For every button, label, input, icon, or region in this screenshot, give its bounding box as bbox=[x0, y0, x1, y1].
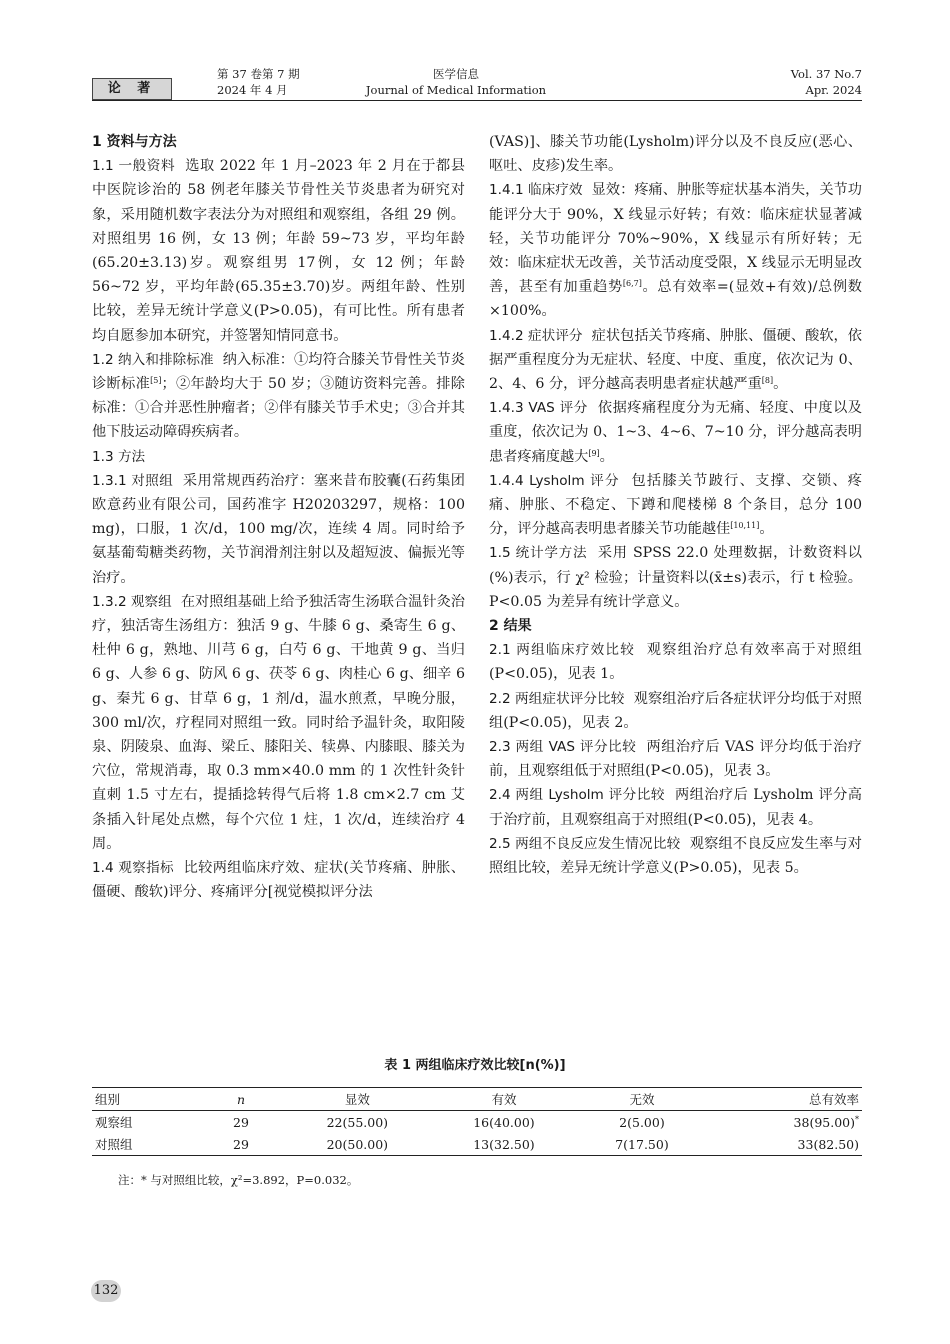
cell-marked: 20(50.00) bbox=[326, 1136, 389, 1152]
cell-group: 观察组 bbox=[95, 1115, 133, 1130]
efficacy-table bbox=[92, 1087, 862, 1156]
journal-title bbox=[0, 66, 912, 98]
col-n: n bbox=[236, 1091, 246, 1107]
paragraph-result-symptom: 2.2 两组症状评分比较 观察组治疗后各症状评分均低于对照组(P<0.05)，见表 2。 bbox=[489, 690, 862, 731]
issue-info-en bbox=[791, 66, 862, 98]
citation: [9] bbox=[588, 448, 600, 458]
col-total-rate: 总有效率 bbox=[808, 1092, 859, 1107]
page-header bbox=[92, 64, 862, 104]
volume-en: Vol. 37 No.7 bbox=[790, 67, 862, 81]
col-group: 组别 bbox=[95, 1092, 121, 1107]
col-effective: 有效 bbox=[491, 1092, 517, 1107]
table-row bbox=[92, 1111, 862, 1134]
cell-total-rate: 33(82.50) bbox=[797, 1136, 859, 1152]
cell-total-rate: 38(95.00)* bbox=[793, 1114, 859, 1130]
table-header-row bbox=[92, 1088, 862, 1111]
paragraph-control-group: 1.3.1 对照组 采用常规西药治疗：塞来昔布胶囊(石药集团欧意药业有限公司，国药准字 H20203297，规格：100 mg)，口服，1 次/d，100 mg/次，连续 4 周。同时给予氨基葡萄糖类药物，关节润滑剂注射以及超短波、偏振光等治疗。 bbox=[92, 472, 465, 586]
paragraph-criteria: 1.2 纳入和排除标准 纳入标准：①均符合膝关节骨性关节炎诊断标准[5]；②年龄均大于 50 岁；③随访资料完善。排除标准：①合并恶性肿瘤者；②伴有膝关节手术史；③合并其他下肢运动障碍疾病者。 bbox=[92, 351, 465, 441]
col-ineffective: 无效 bbox=[629, 1092, 655, 1107]
citation: [8] bbox=[761, 376, 774, 386]
paragraph-vas-score: 1.4.3 VAS 评分 依据疼痛程度分为无痛、轻度、中度以及重度，依次记为 0、1~3、4~6、7~10 分，评分越高表明患者疼痛度越大[9]。 bbox=[489, 400, 862, 465]
cell-ineffective: 7(17.50) bbox=[615, 1136, 669, 1152]
right-column bbox=[489, 130, 862, 880]
page-number: 132 bbox=[91, 1280, 121, 1302]
table-row bbox=[92, 1133, 862, 1156]
cell-group: 对照组 bbox=[95, 1137, 133, 1152]
table-note: 注：* 与对照组比较，χ²=3.892，P=0.032。 bbox=[118, 1173, 359, 1187]
section-heading-results: 2 结果 bbox=[489, 618, 532, 635]
journal-name-cn: 医学信息 bbox=[433, 67, 479, 81]
header-rule bbox=[92, 100, 862, 101]
left-column bbox=[92, 130, 465, 905]
volume-cn: 第 37 卷第 7 期 bbox=[217, 67, 300, 81]
paragraph-general-data: 1.1 一般资料 选取 2022 年 1 月–2023 年 2 月在于都县中医院诊治的 58 例老年膝关节骨性关节炎患者为研究对象，采用随机数字表法分为对照组和观察组，各组 29 例。对照组男 16 例，女 13 例；年龄 59~73 岁，平均年龄(65.20±3.13)岁。观察组男 17例，女 12 例；年龄 56~72 岁，平均年龄(65.35±3.70)岁。两组年龄、性别比较，差异无统计学意义(P>0.05)，有可比性。所有患者均自愿参加本研究，并签署知情同意书。 bbox=[92, 158, 465, 344]
cell-marked: 22(55.00) bbox=[326, 1114, 389, 1130]
paragraph-statistics: 1.5 统计学方法 采用 SPSS 22.0 处理数据，计数资料以(%)表示，行 χ² 检验；计量资料以(x̄±s)表示，行 t 检验。P<0.05 为差异有统计学意义。 bbox=[489, 545, 862, 610]
paragraph-lysholm-score: 1.4.4 Lysholm 评分 包括膝关节跛行、支撑、交锁、疼痛、肿胀、不稳定、下蹲和爬楼梯 8 个条目，总分 100 分，评分越高表明患者膝关节功能越佳[10,11]。 bbox=[489, 472, 862, 538]
paragraph-result-vas: 2.3 两组 VAS 评分比较 两组治疗后 VAS 评分均低于治疗前，且观察组低于对照组(P<0.05)，见表 3。 bbox=[489, 739, 862, 780]
significance-mark: * bbox=[855, 1114, 859, 1124]
col-marked: 显效 bbox=[344, 1092, 370, 1107]
section-heading-methods: 1 资料与方法 bbox=[92, 134, 177, 150]
citation: [5] bbox=[150, 376, 162, 386]
paragraph-result-efficacy: 2.1 两组临床疗效比较 观察组治疗总有效率高于对照组(P<0.05)，见表 1。 bbox=[489, 642, 862, 683]
subsection-heading-methods: 1.3 方法 bbox=[92, 448, 146, 465]
paragraph-clinical-efficacy: 1.4.1 临床疗效 显效：疼痛、肿胀等症状基本消失，关节功能评分大于 90%，X 线显示好转；有效：临床症状显著减轻，关节功能评分 70%~90%，X 线显示有所好转；无效：临床症状无改善，关节活动度受限，X 线显示无明显改善，甚至有加重趋势[6,7]。总有效率=(显效+有效)/总例数×100%。 bbox=[489, 182, 862, 320]
date-cn: 2024 年 4 月 bbox=[217, 83, 288, 97]
cell-effective: 13(32.50) bbox=[473, 1136, 535, 1152]
cell-n: 29 bbox=[233, 1114, 249, 1130]
paragraph-observation-group: 1.3.2 观察组 在对照组基础上给予独活寄生汤联合温针灸治疗，独活寄生汤组方：独活 9 g、牛膝 6 g、桑寄生 6 g、杜仲 6 g，熟地、川芎 6 g，白芍 6 g、干地黄 9 g、当归 6 g、人参 6 g、防风 6 g、茯苓 6 g、肉桂心 6 g、细辛 6 g、秦艽 6 g、甘草 6 g，1 剂/d，温水煎煮，早晚分服，300 ml/次，疗程同对照组一致。同时给予温针灸，取阳陵泉、阴陵泉、血海、梁丘、膝阳关、犊鼻、内膝眼、膝关为穴位，常规消毒，取 0.3 mm×40.0 mm 的 1 次性针灸针直刺 1.5 寸左右，提插捻转得气后将 1.8 cm×2.7 cm 艾条插入针尾处点燃，每个穴位 1 炷，1 次/d，连续治疗 4 周。 bbox=[92, 593, 465, 852]
paragraph-result-lysholm: 2.4 两组 Lysholm 评分比较 两组治疗后 Lysholm 评分高于治疗前，且观察组高于对照组(P<0.05)，见表 4。 bbox=[489, 787, 862, 828]
paragraph-symptom-score: 1.4.2 症状评分 症状包括关节疼痛、肿胀、僵硬、酸软，依据严重程度分为无症状、轻度、中度、重度，依次记为 0、2、4、6 分，评分越高表明患者症状越严重[8]。 bbox=[489, 327, 862, 393]
cell-n: 29 bbox=[233, 1136, 249, 1152]
cell-effective: 16(40.00) bbox=[473, 1114, 535, 1130]
citation: [10,11] bbox=[730, 521, 760, 531]
journal-name-en: Journal of Medical Information bbox=[365, 83, 547, 97]
paragraph-indicators-cont: (VAS)]、膝关节功能(Lysholm)评分以及不良反应(恶心、呕吐、皮疹)发生率。 bbox=[489, 134, 862, 175]
date-en: Apr. 2024 bbox=[805, 83, 862, 97]
citation: [6,7] bbox=[622, 279, 642, 289]
section-tag: 论 著 bbox=[92, 78, 172, 100]
paragraph-result-adverse: 2.5 两组不良反应发生情况比较 观察组不良反应发生率与对照组比较，差异无统计学意义(P>0.05)，见表 5。 bbox=[489, 835, 862, 877]
table-caption: 表 1 两组临床疗效比较[n(%)] bbox=[384, 1058, 566, 1073]
paragraph-indicators: 1.4 观察指标 比较两组临床疗效、症状(关节疼痛、肿胀、僵硬、酸软)评分、疼痛评分[视觉模拟评分法 bbox=[92, 860, 465, 901]
cell-ineffective: 2(5.00) bbox=[619, 1114, 665, 1130]
